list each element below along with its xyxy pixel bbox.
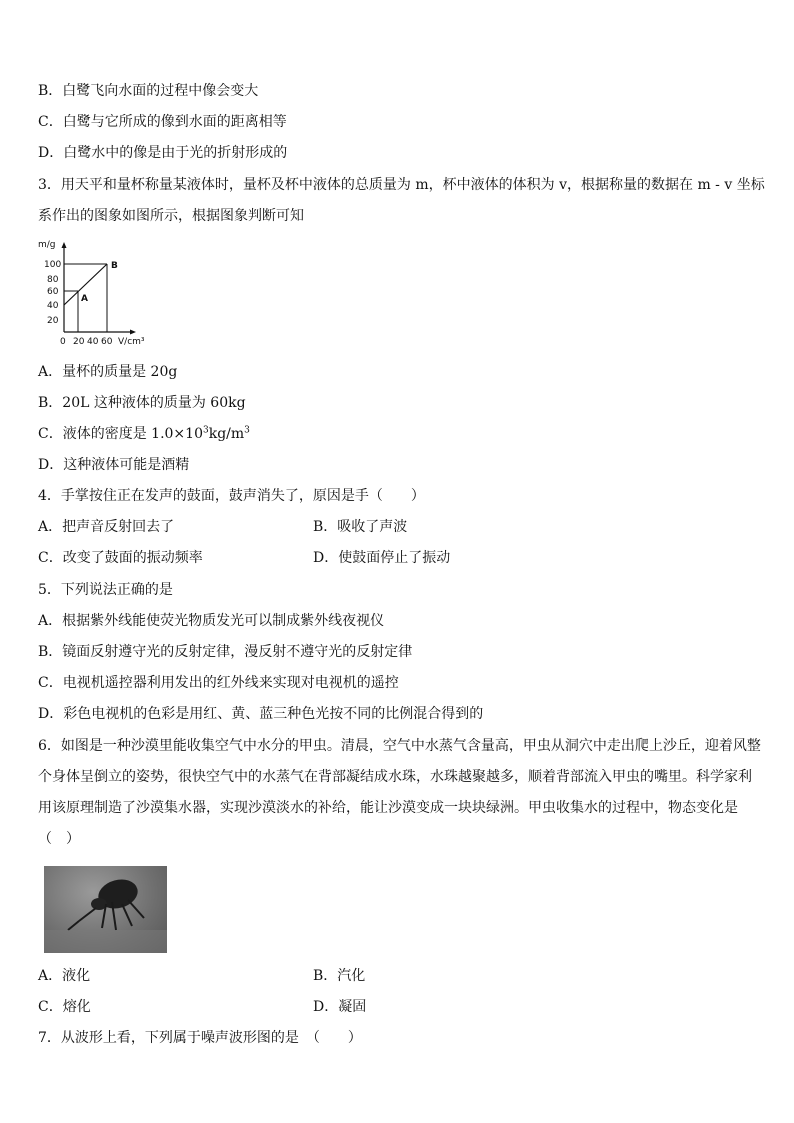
q6-option-c: C．熔化 [38, 999, 91, 1015]
q4-stem: 4．手掌按住正在发声的鼓面，鼓声消失了，原因是手（ ） [38, 488, 425, 504]
q4-option-b: B．吸收了声波 [313, 519, 408, 535]
q3-option-b: B．20L 这种液体的质量为 60kg [38, 395, 246, 411]
beetle-icon [44, 866, 167, 953]
q6-stem-line2: 个身体呈倒立的姿势，很快空气中的水蒸气在背部凝结成水珠，水珠越聚越多，顺着背部流入甲虫的嘴里。科学家利 [38, 769, 752, 785]
point-a-label: A [81, 294, 88, 304]
q5-option-b: B．镜面反射遵守光的反射定律，漫反射不遵守光的反射定律 [38, 644, 413, 660]
y-tick: 80 [47, 275, 59, 285]
q4-option-d: D．使鼓面停止了振动 [313, 550, 451, 566]
y-tick: 20 [47, 316, 59, 326]
x-tick: 60 [101, 337, 113, 347]
q6-option-a: A．液化 [38, 968, 91, 984]
y-tick: 60 [47, 287, 59, 297]
point-b-label: B [111, 261, 118, 271]
x-axis-arrow [130, 330, 136, 335]
q3-stem-line2: 系作出的图象如图所示，根据图象判断可知 [38, 208, 304, 224]
beetle-photo [44, 866, 167, 953]
q4-option-a: A．把声音反射回去了 [38, 519, 175, 535]
x-axis-label: V/cm³ [118, 337, 145, 347]
q3-option-a: A．量杯的质量是 20g [38, 364, 178, 380]
x-tick: 20 [73, 337, 85, 347]
q3-option-c: C．液体的密度是 $1.0\times 10^3kg/m^3$ [38, 425, 250, 442]
q6-stem-line3: 用该原理制造了沙漠集水器，实现沙漠淡水的补给，能让沙漠变成一块块绿洲。甲虫收集水的过程中，物态变化是 [38, 800, 738, 816]
q6-option-b: B．汽化 [313, 968, 366, 984]
q2-option-b: B．白鹭飞向水面的过程中像会变大 [38, 83, 259, 99]
y-tick: 100 [44, 260, 62, 270]
y-axis-arrow [62, 242, 67, 248]
y-tick: 40 [47, 301, 59, 311]
q6-stem-line4: （ ） [38, 831, 80, 847]
q5-option-d: D．彩色电视机的色彩是用红、黄、蓝三种色光按不同的比例混合得到的 [38, 706, 484, 722]
q5-option-a: A．根据紫外线能使荧光物质发光可以制成紫外线夜视仪 [38, 613, 385, 629]
q3-mv-graph [36, 240, 166, 350]
q6-option-d: D．凝固 [313, 999, 367, 1015]
y-axis-label: m/g [38, 240, 56, 250]
q3-stem-line1: 3．用天平和量杯称量某液体时，量杯及杯中液体的总质量为 m，杯中液体的体积为 v，根据称量的数据在 m - v 坐标 [38, 177, 765, 193]
q5-option-c: C．电视机遥控器利用发出的红外线来实现对电视机的遥控 [38, 675, 399, 691]
q4-option-c: C．改变了鼓面的振动频率 [38, 550, 203, 566]
x-tick: 0 [60, 337, 66, 347]
x-tick: 40 [87, 337, 99, 347]
q7-stem: 7．从波形上看，下列属于噪声波形图的是 （ ） [38, 1030, 362, 1046]
q3-option-d: D．这种液体可能是酒精 [38, 457, 190, 473]
q2-option-c: C．白鹭与它所成的像到水面的距离相等 [38, 114, 287, 130]
q2-option-d: D．白鹭水中的像是由于光的折射形成的 [38, 145, 288, 161]
q5-stem: 5．下列说法正确的是 [38, 582, 173, 598]
q6-stem-line1: 6．如图是一种沙漠里能收集空气中水分的甲虫。清晨，空气中水蒸气含量高，甲虫从洞穴中走出爬上沙丘，迎着风整 [38, 738, 761, 754]
